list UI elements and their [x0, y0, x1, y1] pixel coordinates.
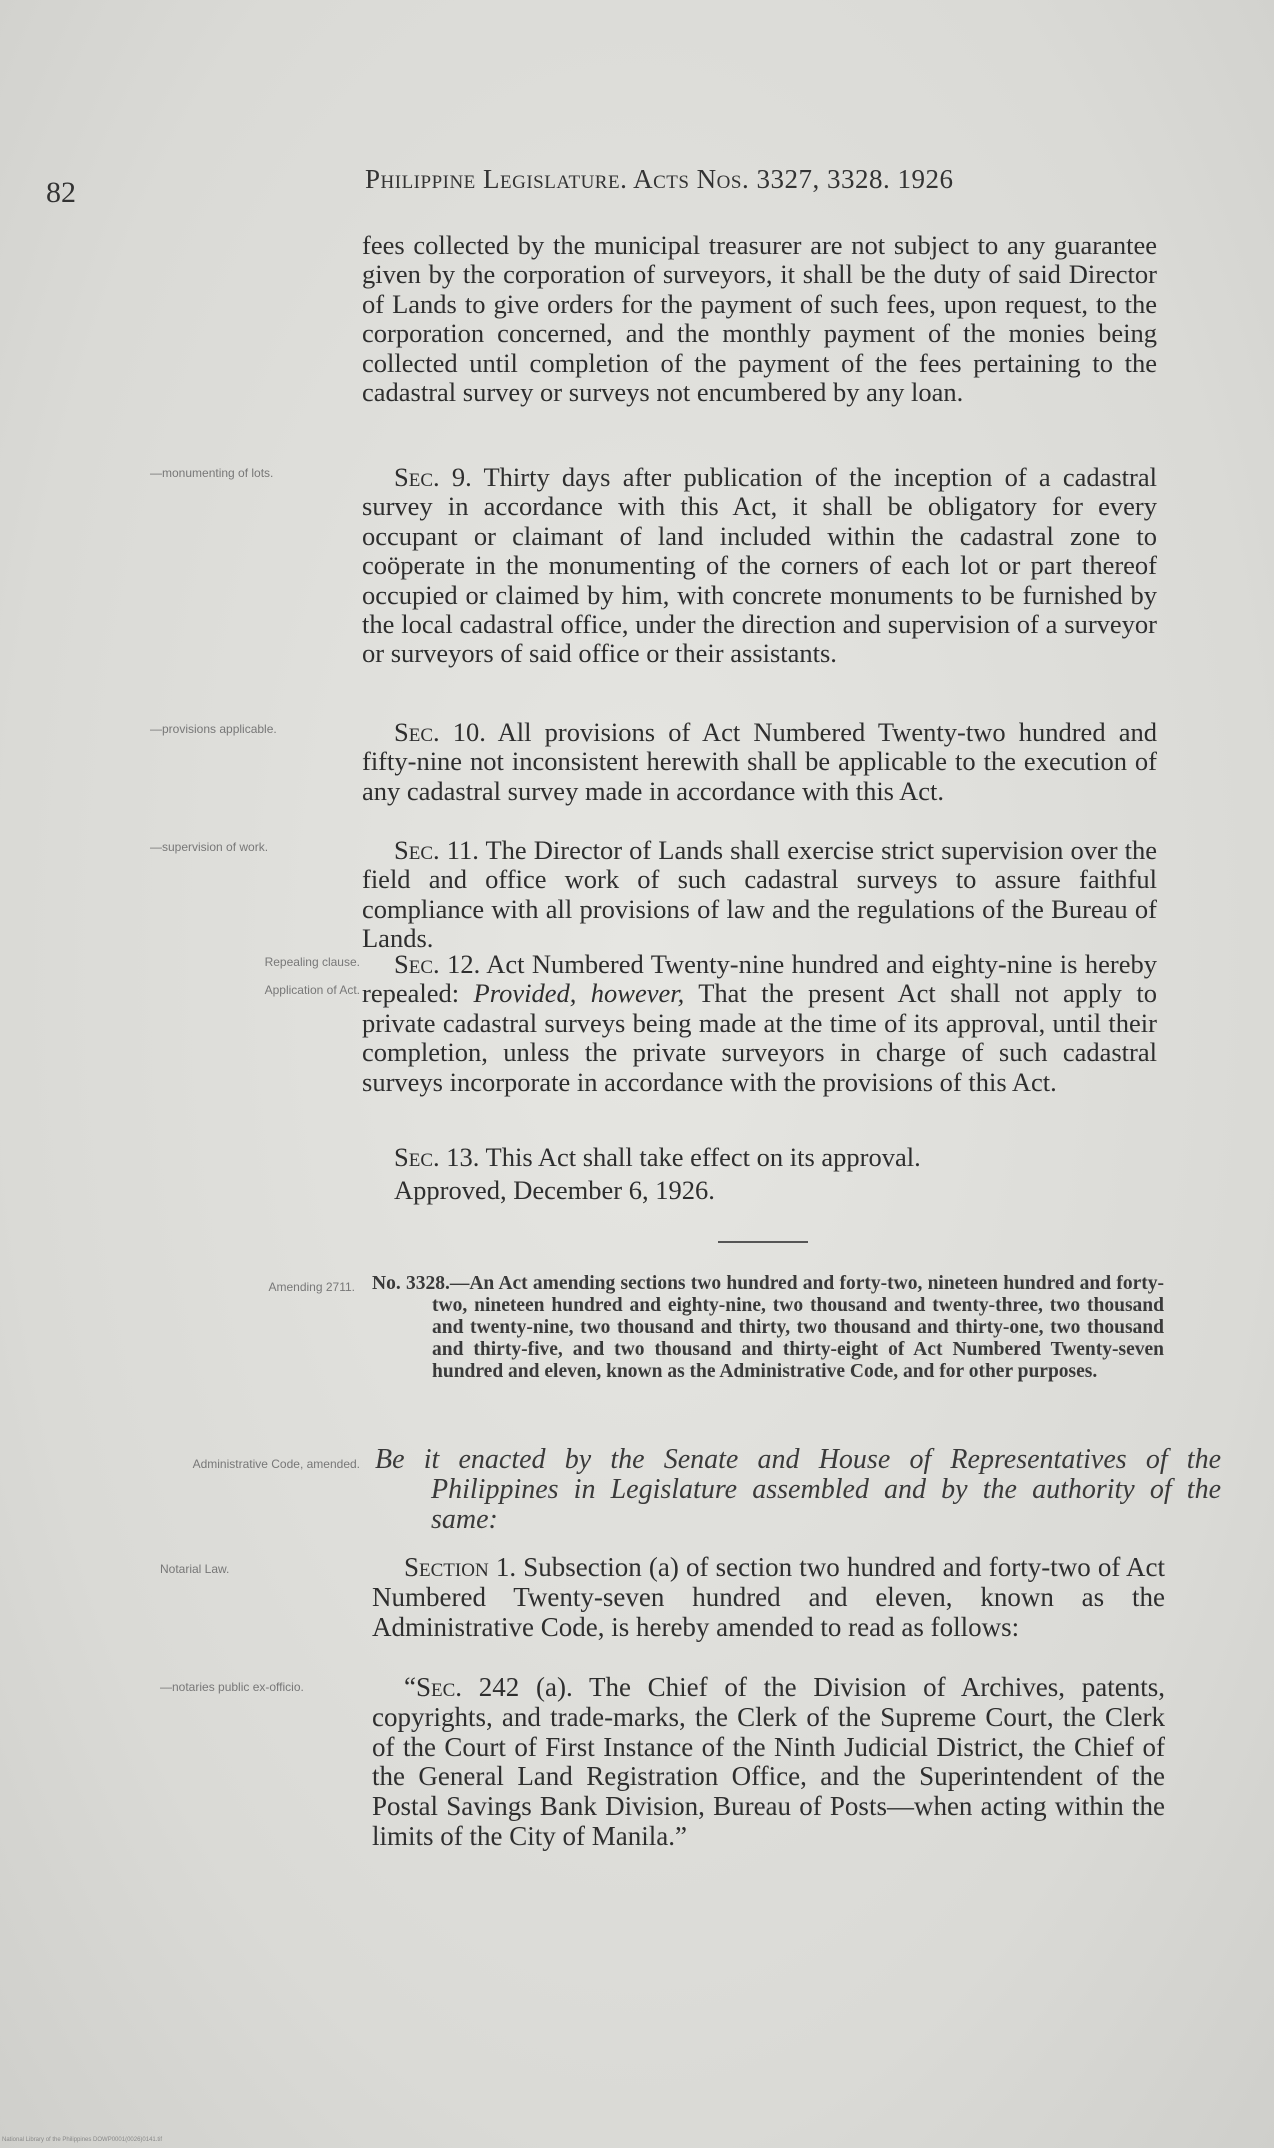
act-title-text: No. 3328.—An Act amending sections two hundred and forty-two, nineteen hundred and forty-two, nineteen hundred and eighty-nine, two thousand and twenty-three, two thousand and twenty-nine, two thousand and thirty, two thousand and thirty-one, two thousand and thirty-five, and two thousand and thirty-eight of Act Numbered Twenty-seven hundred and eleven, known as the Administrative Code, and for other purposes.: [372, 1273, 1164, 1382]
section-12: [362, 950, 1157, 1097]
margin-note-amending: Amending 2711.: [268, 1280, 355, 1294]
margin-note-application: Application of Act.: [264, 983, 360, 997]
section-9-text: Thirty days after publication of the inception of a cadastral survey in accordance with this Act, it shall be obligatory for every occupant or claimant of land included within the cadastral zone to coöperate in the monumenting of the corners of each lot or part thereof occupied or claimed by him, with concrete monuments to be furnished by the local cadastral office, under the direction and supervision of a surveyor or surveyors of said office or their assistants.: [362, 462, 1157, 669]
quote-open: “: [404, 1672, 416, 1702]
section-12-text-b: That the present Act shall not apply to private cadastral surveys being made at the time of its approval, until their completion, unless the private surveyors in charge of such cadastral surveys incorporate in accordance with the provisions of this Act.: [362, 978, 1157, 1097]
paragraph-fees-text: fees collected by the municipal treasurer are not subject to any guarantee given by the corporation of surveyors, it shall be the duty of said Director of Lands to give orders for the payment of such fees, upon request, to the corporation concerned, and the monthly payment of the monies being collected until completion of the payment of the fees pertaining to the cadastral survey or surveys not encumbered by any loan.: [362, 230, 1157, 408]
section-13: [362, 1143, 1157, 1206]
approval-date: Approved, December 6, 1926.: [394, 1175, 715, 1206]
section-12-proviso: Provided, however,: [473, 978, 685, 1009]
section-13-text: This Act shall take effect on its approval.: [479, 1142, 921, 1172]
paragraph-fees: [362, 231, 1157, 407]
scan-footer: National Library of the Philippines DOWP0001(0026)0141.tif: [2, 2137, 163, 2143]
margin-note-provisions: —provisions applicable.: [150, 722, 277, 736]
section-242-text: (a). The Chief of the Division of Archives, patents, copyrights, and trade-marks, the Clerk of the Supreme Court, the Clerk of the Court of First Instance of the Ninth Judicial District, the Chief of the General Land Registration Office, and the Superintendent of the Postal Savings Bank Division, Bureau of Posts—when acting within the limits of the City of Manila.”: [372, 1672, 1165, 1851]
section-12-text-a: Act Numbered Twenty-nine hundred and eighty-nine is hereby repealed:: [362, 949, 1157, 1009]
section-9: [362, 463, 1157, 669]
margin-note-repealing: Repealing clause.: [264, 955, 360, 969]
margin-note-admin-code: Administrative Code, amended.: [192, 1457, 360, 1471]
act-title: [372, 1273, 1164, 1383]
section-1: [372, 1553, 1165, 1642]
running-header: Philippine Legislature. Acts Nos. 3327, 3328. 1926: [365, 164, 954, 194]
section-242-quote: [372, 1673, 1165, 1852]
section-9-label: Sec. 9.: [394, 462, 472, 492]
margin-note-notarial: Notarial Law.: [160, 1562, 230, 1576]
section-1-label: Section 1.: [404, 1552, 517, 1582]
divider-rule: [718, 1241, 808, 1243]
margin-note-monumenting: —monumenting of lots.: [150, 466, 274, 480]
page-number: 82: [46, 176, 76, 209]
section-11: [362, 836, 1157, 954]
section-10: [362, 718, 1157, 806]
section-10-label: Sec. 10.: [394, 717, 486, 747]
section-242-label: Sec. 242: [415, 1672, 520, 1702]
section-10-text: All provisions of Act Numbered Twenty-two hundred and fifty-nine not inconsistent herewith shall be applicable to the execution of any cadastral survey made in accordance with this Act.: [362, 717, 1157, 806]
section-11-text: The Director of Lands shall exercise strict supervision over the field and office work of such cadastral surveys to assure faithful compliance with all provisions of law and the regulations of the Bureau of Lands.: [362, 835, 1157, 954]
section-11-label: Sec. 11.: [394, 835, 479, 865]
section-13-label: Sec. 13.: [394, 1142, 480, 1172]
section-12-label: Sec. 12.: [394, 949, 481, 979]
margin-note-supervision: —supervision of work.: [150, 840, 269, 854]
section-1-text: Subsection (a) of section two hundred and forty-two of Act Numbered Twenty-seven hundred and eleven, known as the Administrative Code, is hereby amended to read as follows:: [372, 1552, 1165, 1642]
margin-note-notaries: —notaries public ex-officio.: [160, 1680, 304, 1694]
enacting-clause: Be it enacted by the Senate and House of Representatives of the Philippines in Legislature assembled and by the authority of the same:: [375, 1444, 1221, 1535]
